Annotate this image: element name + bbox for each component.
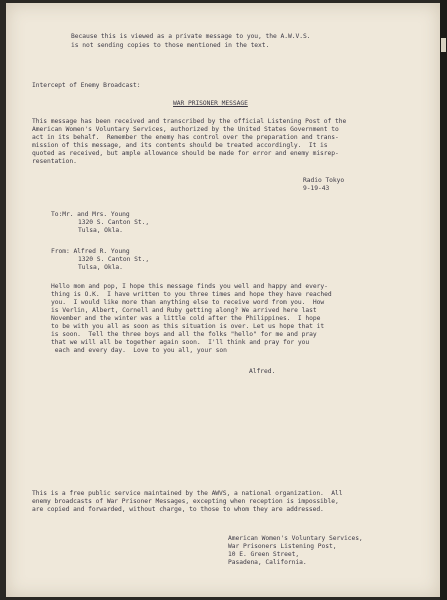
intro-line-5: quoted as received, but ample allowance should be made for error and enemy misrep- (32, 150, 339, 157)
scan-edge (440, 0, 447, 600)
intro-line-3: act in its behalf. Remember the enemy has control over the preparation and trans- (32, 134, 339, 141)
address-line-2: War Prisoners Listening Post, (228, 543, 337, 550)
message-line-4: is Verlin, Albert, Cornell and Ruby getting along? We arrived here last (51, 307, 317, 314)
intercept-heading: Intercept of Enemy Broadcast: (32, 82, 141, 89)
source-station: Radio Tokyo (303, 177, 345, 184)
message-line-1: Hello mom and pop, I hope this message finds you well and happy and every- (51, 283, 328, 290)
address-line-4: Pasadena, California. (228, 559, 307, 566)
footer-line-2: enemy broadcasts of War Prisoner Messages, excepting when reception is impossible, (32, 498, 339, 505)
message-line-7: is soon. Tell the three boys and all the folks "hello" for me and pray (51, 331, 317, 338)
from-line-3: Tulsa, Okla. (78, 264, 123, 271)
footer-line-1: This is a free public service maintained by the AWVS, a national organization. All (32, 490, 343, 497)
private-note-line-2: is not sending copies to those mentioned in the text. (71, 42, 270, 49)
message-line-9: each and every day. Love to you all, your son (51, 347, 227, 354)
from-line-2: 1320 S. Canton St., (78, 256, 150, 263)
message-line-5: November and the winter was a little cold after the Philippines. I hope (51, 315, 321, 322)
from-line-1: From: Alfred R. Young (51, 248, 130, 255)
message-line-8: that we will all be together again soon. I'll think and pray for you (51, 339, 310, 346)
source-date: 9-19-43 (303, 185, 330, 192)
intro-line-1: This message has been received and transcribed by the official Listening Post of the (32, 118, 347, 125)
private-note-line-1: Because this is viewed as a private message to you, the A.W.V.S. (71, 33, 311, 40)
intro-line-4: mission of this message, and its contents should be treated accordingly. It is (32, 142, 328, 149)
to-line-2: 1320 S. Canton St., (78, 219, 150, 226)
document-title: WAR PRISONER MESSAGE (173, 100, 248, 107)
document-page (6, 3, 440, 597)
address-line-3: 10 E. Green Street, (228, 551, 300, 558)
intro-line-6: resentation. (32, 158, 77, 165)
message-line-2: thing is O.K. I have written to you three times and hope they have reached (51, 291, 332, 298)
signature: Alfred. (249, 368, 276, 375)
footer-line-3: are copied and forwarded, without charge, to those to whom they are addressed. (32, 506, 324, 513)
paper-tab (441, 38, 446, 52)
to-line-3: Tulsa, Okla. (78, 227, 123, 234)
address-line-1: American Women's Voluntary Services, (228, 535, 363, 542)
message-line-6: to be with you all as soon as this situation is over. Let us hope that it (51, 323, 325, 330)
to-line-1: To:Mr. and Mrs. Young (51, 211, 130, 218)
intro-line-2: American Women's Voluntary Services, authorized by the United States Government to (32, 126, 339, 133)
message-line-3: you. I would like more than anything else to receive word from you. How (51, 299, 325, 306)
